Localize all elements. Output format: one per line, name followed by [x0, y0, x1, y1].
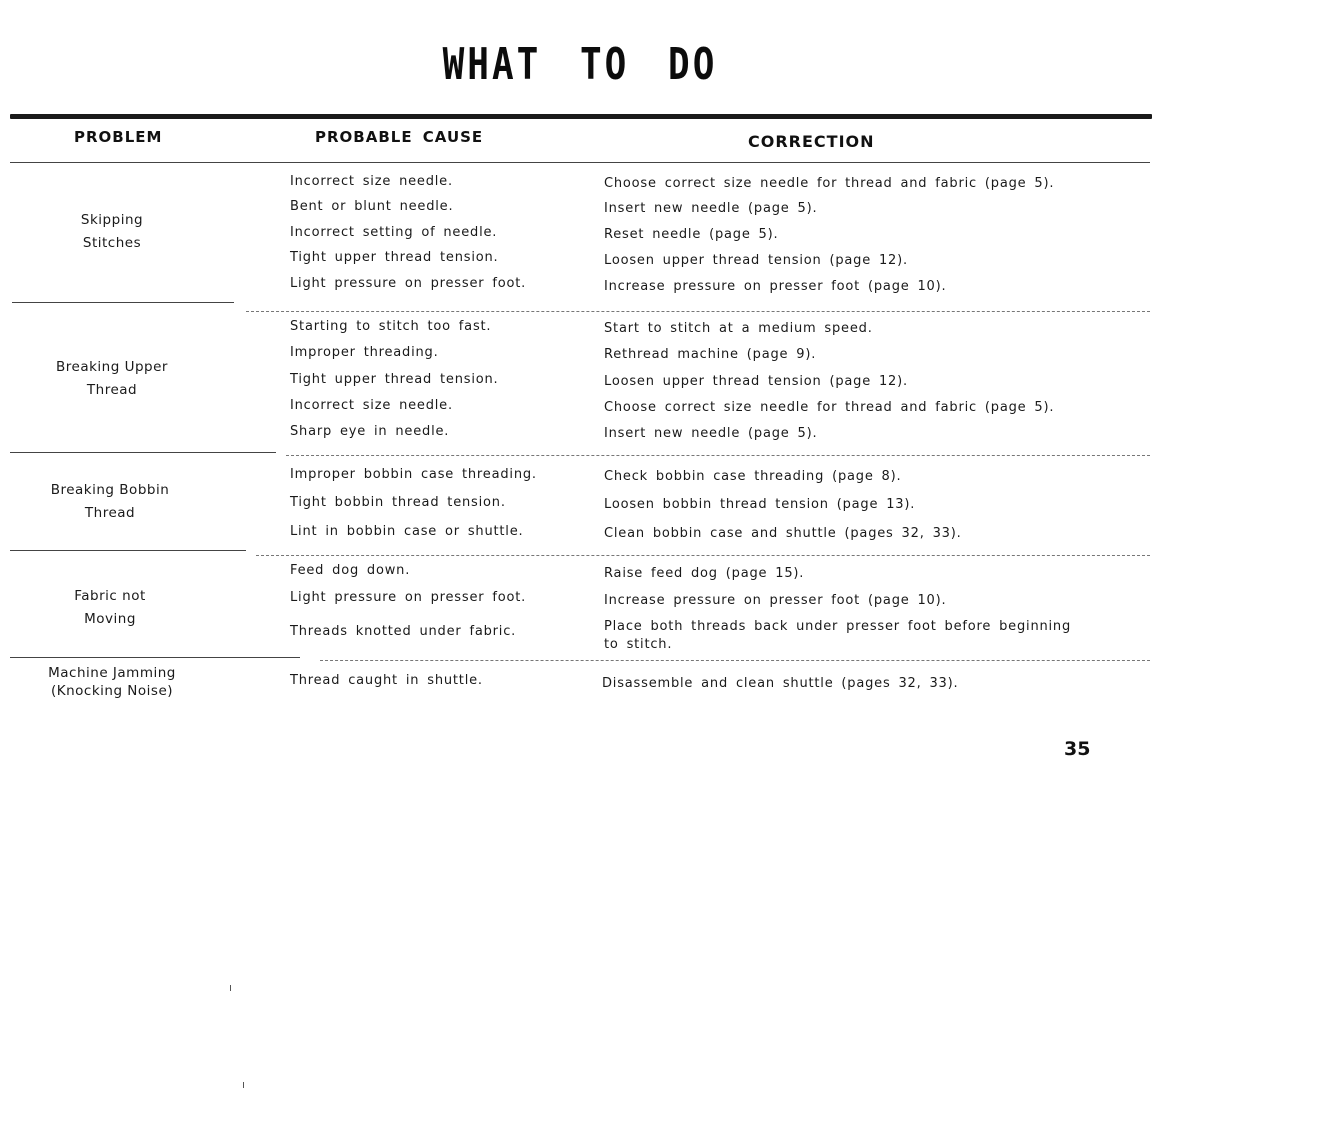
problem-line: Machine Jamming	[48, 665, 176, 681]
cause-cell: Light pressure on presser foot.	[290, 590, 527, 605]
problem-breaking-upper-thread	[12, 356, 212, 402]
cause-cell: Incorrect size needle.	[290, 174, 453, 189]
cause-cell: Improper bobbin case threading.	[290, 467, 537, 482]
problem-line: Breaking Bobbin	[50, 482, 170, 498]
cause-cell: Incorrect size needle.	[290, 398, 453, 413]
problem-line: Skipping	[80, 212, 144, 228]
problem-line: Moving	[84, 611, 136, 627]
cause-cell: Tight upper thread tension.	[290, 372, 499, 387]
correction-cell: Increase pressure on presser foot (page 10).	[604, 279, 947, 294]
cause-cell: Tight bobbin thread tension.	[290, 495, 506, 510]
header-divider	[10, 162, 1150, 163]
cause-cell: Bent or blunt needle.	[290, 199, 454, 214]
cause-cell: Threads knotted under fabric.	[290, 624, 517, 639]
correction-cell: Choose correct size needle for thread and fabric (page 5).	[604, 400, 1055, 415]
correction-cell: Place both threads back under presser foot before beginning to stitch.	[604, 619, 1072, 652]
column-header-problem: PROBLEM	[74, 128, 163, 146]
cause-cell: Lint in bobbin case or shuttle.	[290, 524, 524, 539]
correction-cell: Start to stitch at a medium speed.	[604, 321, 873, 336]
cause-cell: Thread caught in shuttle.	[290, 673, 483, 688]
correction-cell: Insert new needle (page 5).	[604, 426, 818, 441]
column-header-correction: CORRECTION	[748, 132, 875, 151]
header-rule	[10, 114, 1152, 119]
page-title: WHAT TO DO	[442, 40, 718, 91]
cause-cell: Starting to stitch too fast.	[290, 319, 492, 334]
problem-line: Thread	[84, 505, 136, 521]
page-number: 35	[1064, 738, 1091, 760]
problem-breaking-bobbin-thread	[10, 479, 210, 525]
problem-machine-jamming	[12, 664, 212, 700]
group-divider	[10, 452, 276, 453]
correction-cell: Clean bobbin case and shuttle (pages 32, 33).	[604, 526, 962, 541]
problem-line: Breaking Upper	[56, 359, 168, 375]
correction-cell: Disassemble and clean shuttle (pages 32, 33).	[602, 676, 959, 691]
problem-fabric-not-moving	[10, 585, 210, 631]
correction-cell: Loosen upper thread tension (page 12).	[604, 253, 908, 268]
cause-cell: Light pressure on presser foot.	[290, 276, 527, 291]
group-divider	[10, 550, 246, 551]
problem-line: Stitches	[82, 235, 142, 251]
problem-skipping-stitches	[12, 209, 212, 255]
group-divider	[246, 311, 1150, 312]
cause-cell: Incorrect setting of needle.	[290, 225, 498, 240]
correction-cell: Rethread machine (page 9).	[604, 347, 817, 362]
scan-speck	[243, 1082, 244, 1088]
cause-cell: Sharp eye in needle.	[290, 424, 450, 439]
problem-line: Thread	[86, 382, 138, 398]
correction-cell: Choose correct size needle for thread and fabric (page 5).	[604, 176, 1055, 191]
cause-cell: Tight upper thread tension.	[290, 250, 499, 265]
column-header-probable-cause: PROBABLE CAUSE	[315, 128, 484, 146]
correction-cell: Loosen upper thread tension (page 12).	[604, 374, 908, 389]
cause-cell: Improper threading.	[290, 345, 439, 360]
correction-cell: Loosen bobbin thread tension (page 13).	[604, 497, 916, 512]
cause-cell: Feed dog down.	[290, 563, 411, 578]
group-divider	[10, 657, 300, 658]
correction-cell: Raise feed dog (page 15).	[604, 566, 805, 581]
group-divider	[12, 302, 234, 303]
correction-cell: Check bobbin case threading (page 8).	[604, 469, 902, 484]
group-divider	[256, 555, 1150, 556]
correction-cell: Insert new needle (page 5).	[604, 201, 818, 216]
scan-speck	[230, 985, 231, 991]
problem-line: (Knocking Noise)	[50, 683, 174, 699]
problem-line: Fabric not	[74, 588, 146, 604]
correction-cell: Increase pressure on presser foot (page 10).	[604, 593, 947, 608]
group-divider	[286, 455, 1150, 456]
group-divider	[320, 660, 1150, 661]
correction-cell: Reset needle (page 5).	[604, 227, 779, 242]
